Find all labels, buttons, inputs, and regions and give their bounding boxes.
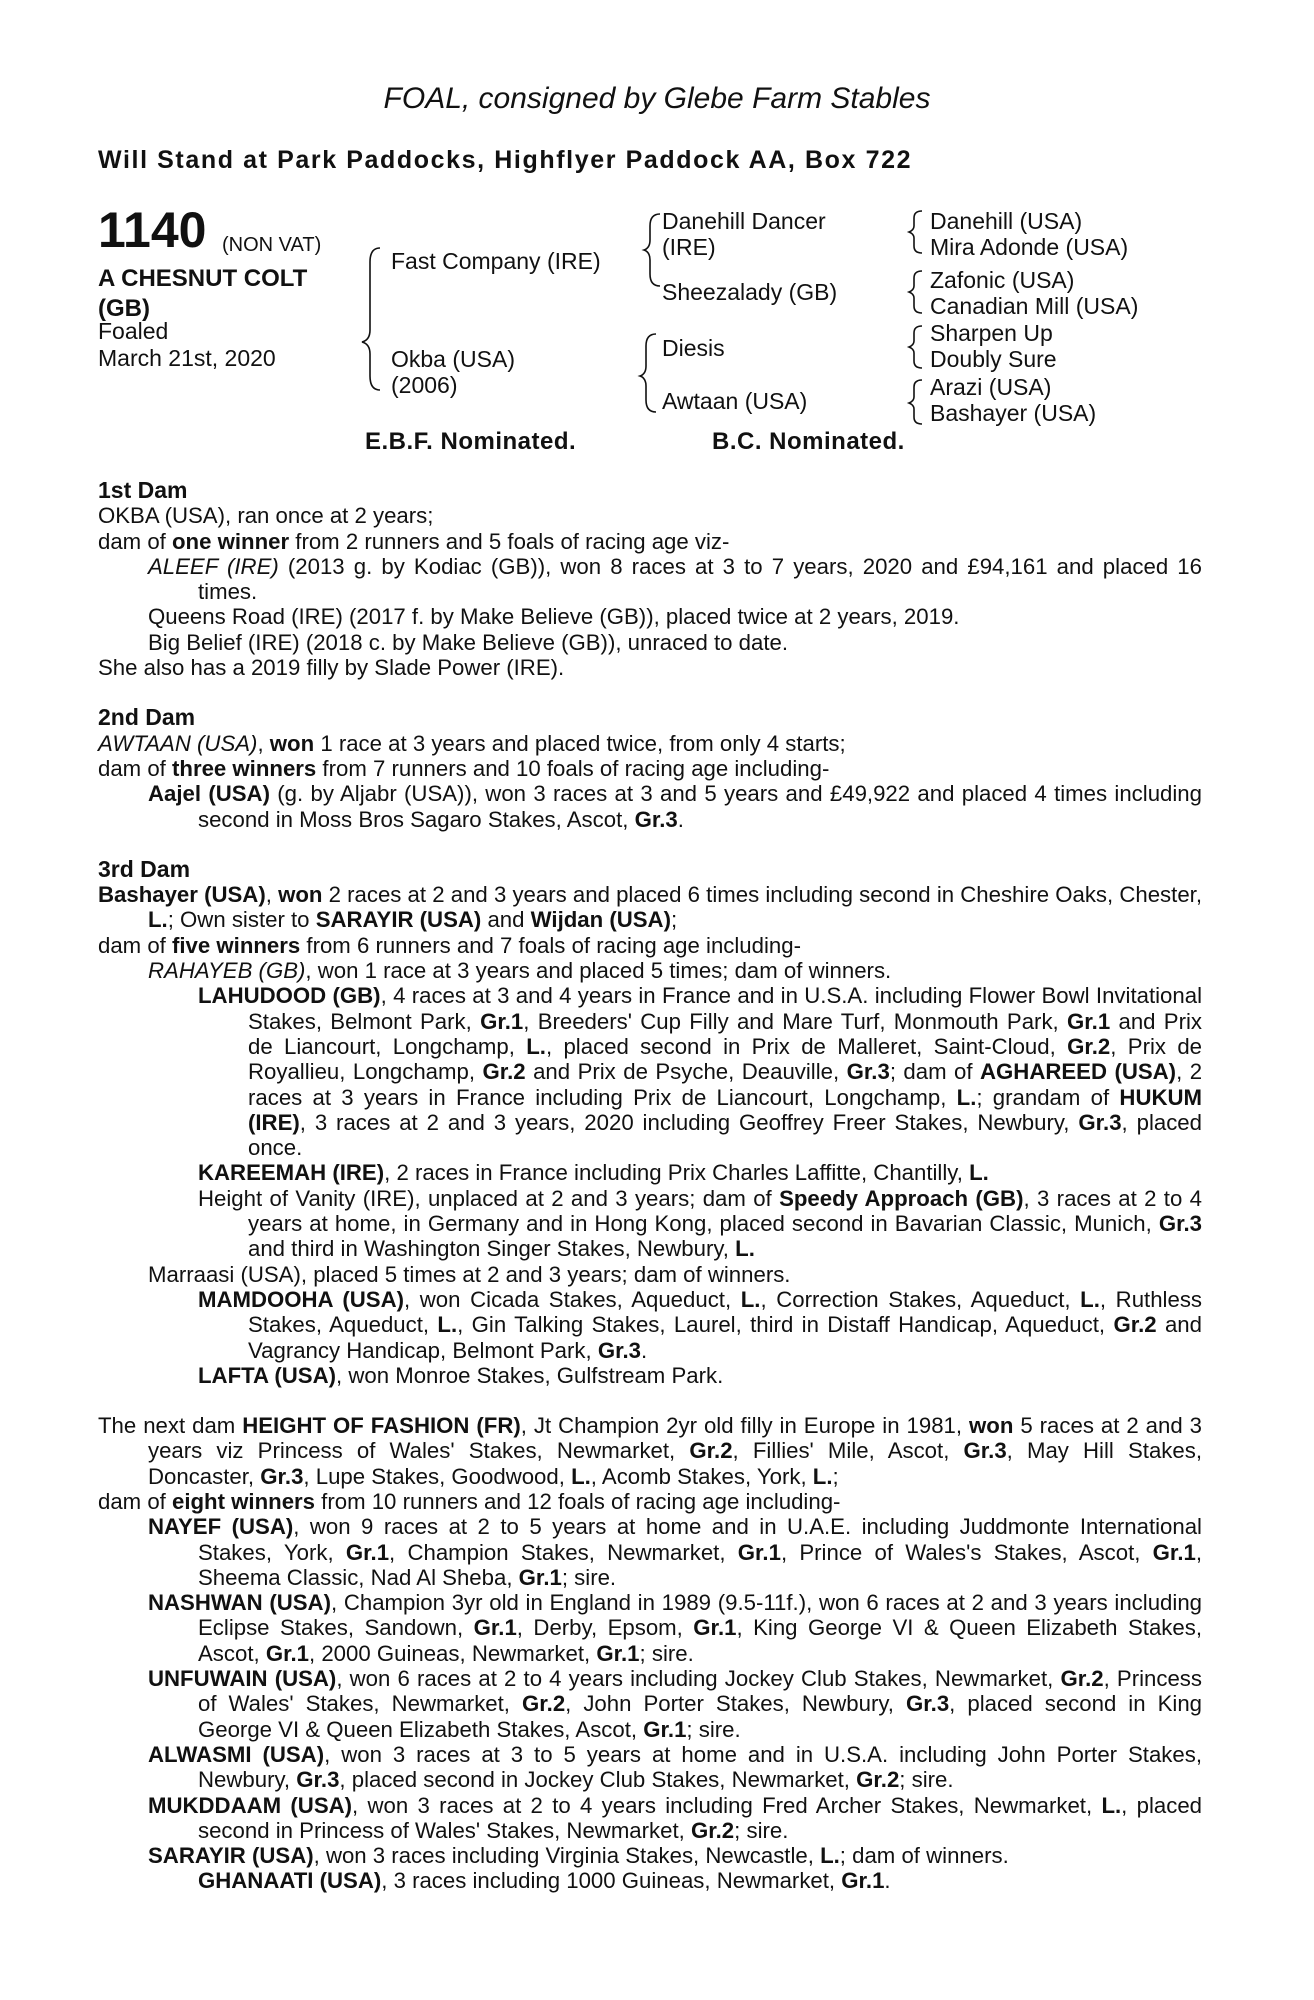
bc-nominated: B.C. Nominated. [712,428,905,455]
dam-name [391,346,515,398]
dam-name-line2: (2006) [391,372,458,398]
sarayir-entry: SARAYIR (USA), won 3 races including Virginia Stakes, Newcastle, L.; dam of winners. [148,1843,1009,1869]
sire-sire [662,208,826,260]
lafta-entry: LAFTA (USA), won Monroe Stakes, Gulfstream Park. [198,1362,724,1388]
queens-road-entry: Queens Road (IRE) (2017 f. by Make Believe (GB)), placed twice at 2 years, 2019. [148,604,960,630]
rahayeb-entry: RAHAYEB (GB), won 1 race at 3 years and placed 5 times; dam of winners. [148,958,892,984]
awtaan-produce: dam of three winners from 7 runners and 10 foals of racing age including- [98,755,830,781]
mukddaam-entry: MUKDDAAM (USA), won 3 races at 2 to 4 years including Fred Archer Stakes, Newmarket, L., placed second in Princess of Wales' Stakes, Newmarket, Gr.2; sire. [148,1792,1203,1843]
okba-produce: dam of one winner from 2 runners and 5 foals of racing age viz- [98,528,730,554]
catalogue-body [98,478,1202,1894]
gg-4: Canadian Mill (USA) [930,293,1139,319]
gg-3: Zafonic (USA) [930,267,1075,293]
vat-status: (NON VAT) [222,234,322,256]
okba-line: OKBA (USA), ran once at 2 years; [98,503,434,529]
second-dam-heading: 2nd Dam [98,704,196,731]
colt-line1: A CHESNUT COLT [98,265,308,292]
sire-dam: Sheezalady (GB) [662,279,838,305]
lahudood-entry: LAHUDOOD (GB), 4 races at 3 and 4 years in France and in U.S.A. including Flower Bowl Invitational Stakes, Belmont Park, Gr.1, Breeders' Cup Filly and Mare Turf, Monmouth Park, Gr.1 and Prix de Liancourt, Longchamp, L., placed second in Prix de Malleret, Saint-Cloud, Gr.2, Prix de Royallieu, Longchamp, Gr.2 and Prix de Psyche, Deauville, Gr.3; dam of AGHAREED (USA), 2 races at 3 years in France including Prix de Liancourt, Longchamp, L.; grandam of HUKUM (IRE), 3 races at 2 and 3 years, 2020 including Geoffrey Freer Stakes, Newbury, Gr.3, placed once. [198,983,1203,1161]
dam-sire: Diesis [662,335,725,361]
bracket-sire-dam [362,248,380,390]
ebf-nominated: E.B.F. Nominated. [365,428,577,455]
catalogue-title: FOAL, consigned by Glebe Farm Stables [383,82,931,115]
alwasmi-entry: ALWASMI (USA), won 3 races at 3 to 5 years at home and in U.S.A. including John Porter Stakes, Newbury, Gr.3, placed second in Jockey Club Stakes, Newmarket, Gr.2; sire. [148,1741,1203,1793]
height-of-fashion-entry: The next dam HEIGHT OF FASHION (FR), Jt Champion 2yr old filly in Europe in 1981, won 5 races at 2 and 3 years viz Princess of Wales' Stakes, Newmarket, Gr.2, Fillies' Mile, Ascot, Gr.3, May Hill Stakes, Doncaster, Gr.3, Lupe Stakes, Goodwood, L., Acomb Stakes, York, L.; [98,1413,1202,1489]
bracket-dam-parents [640,334,656,412]
sire-sire-line1: Danehill Dancer [662,208,826,234]
sire-name: Fast Company (IRE) [391,248,601,274]
third-dam-heading: 3rd Dam [98,855,191,882]
gg-2: Mira Adonde (USA) [930,234,1129,260]
lot-number: 1140 [98,202,207,258]
gg-1: Danehill (USA) [930,208,1083,234]
dam-dam: Awtaan (USA) [662,388,808,414]
bracket-sire-parents [644,214,660,286]
gg-7: Arazi (USA) [930,374,1052,400]
pedigree-brackets [0,0,1314,440]
bashayer-produce: dam of five winners from 6 runners and 7 foals of racing age including- [98,932,801,958]
aajel-entry: Aajel (USA) (g. by Aljabr (USA)), won 3 races at 3 and 5 years and £49,922 and placed 4 times including second in Moss Bros Sagaro Stakes, Ascot, Gr.3. [148,781,1202,832]
foaled-date: March 21st, 2020 [98,345,276,371]
ghanaati-entry: GHANAATI (USA), 3 races including 1000 Guineas, Newmarket, Gr.1. [198,1868,891,1894]
awtaan-line: AWTAAN (USA), won 1 race at 3 years and placed twice, from only 4 starts; [98,730,846,756]
bashayer-entry: Bashayer (USA), won 2 races at 2 and 3 years and placed 6 times including second in Cheshire Oaks, Chester, L.; Own sister to SARAYIR (USA) and Wijdan (USA); [98,882,1202,933]
slade-power-note: She also has a 2019 filly by Slade Power (IRE). [98,655,565,681]
foaled-label: Foaled [98,318,169,344]
height-of-vanity-entry: Height of Vanity (IRE), unplaced at 2 and 3 years; dam of Speedy Approach (GB), 3 races at 2 to 4 years at home, in Germany and in Hong Kong, placed second in Bavarian Classic, Munich, Gr.3 and third in Washington Singer Stakes, Newbury, L. [198,1185,1202,1262]
colt-line2: (GB) [98,295,150,322]
gg-8: Bashayer (USA) [930,400,1097,426]
stand-location: Will Stand at Park Paddocks, Highflyer Paddock AA, Box 722 [98,146,913,174]
sire-sire-line2: (IRE) [662,234,716,260]
nayef-entry: NAYEF (USA), won 9 races at 2 to 5 years at home and in U.A.E. including Juddmonte International Stakes, York, Gr.1, Champion Stakes, Newmarket, Gr.1, Prince of Wales's Stakes, Ascot, Gr.1, Sheema Classic, Nad Al Sheba, Gr.1; sire. [148,1514,1203,1590]
marraasi-entry: Marraasi (USA), placed 5 times at 2 and 3 years; dam of winners. [148,1261,791,1287]
height-of-fashion-produce: dam of eight winners from 10 runners and 12 foals of racing age including- [98,1488,841,1514]
gg-6: Doubly Sure [930,346,1057,372]
nashwan-entry: NASHWAN (USA), Champion 3yr old in England in 1989 (9.5-11f.), won 6 races at 2 and 3 years including Eclipse Stakes, Sandown, Gr.1, Derby, Epsom, Gr.1, King George VI & Queen Elizabeth Stakes, Ascot, Gr.1, 2000 Guineas, Newmarket, Gr.1; sire. [148,1590,1202,1666]
first-dam-heading: 1st Dam [98,477,188,503]
gg-5: Sharpen Up [930,320,1053,346]
big-belief-entry: Big Belief (IRE) (2018 c. by Make Believe (GB)), unraced to date. [148,629,789,655]
dam-name-line1: Okba (USA) [391,346,515,372]
aleef-entry: ALEEF (IRE) (2013 g. by Kodiac (GB)), won 8 races at 3 to 7 years, 2020 and £94,161 and placed 16 times. [148,553,1202,605]
kareemah-entry: KAREEMAH (IRE), 2 races in France including Prix Charles Laffitte, Chantilly, L. [198,1160,989,1186]
mamdooha-entry: MAMDOOHA (USA), won Cicada Stakes, Aqueduct, L., Correction Stakes, Aqueduct, L., Ruthless Stakes, Aqueduct, L., Gin Talking Stakes, Laurel, third in Distaff Handicap, Aqueduct, Gr.2 and Vagrancy Handicap, Belmont Park, Gr.3. [198,1286,1203,1363]
unfuwain-entry: UNFUWAIN (USA), won 6 races at 2 to 4 years including Jockey Club Stakes, Newmarket, Gr.2, Princess of Wales' Stakes, Newmarket, Gr.2, John Porter Stakes, Newbury, Gr.3, placed second in King George VI & Queen Elizabeth Stakes, Ascot, Gr.1; sire. [148,1666,1203,1742]
